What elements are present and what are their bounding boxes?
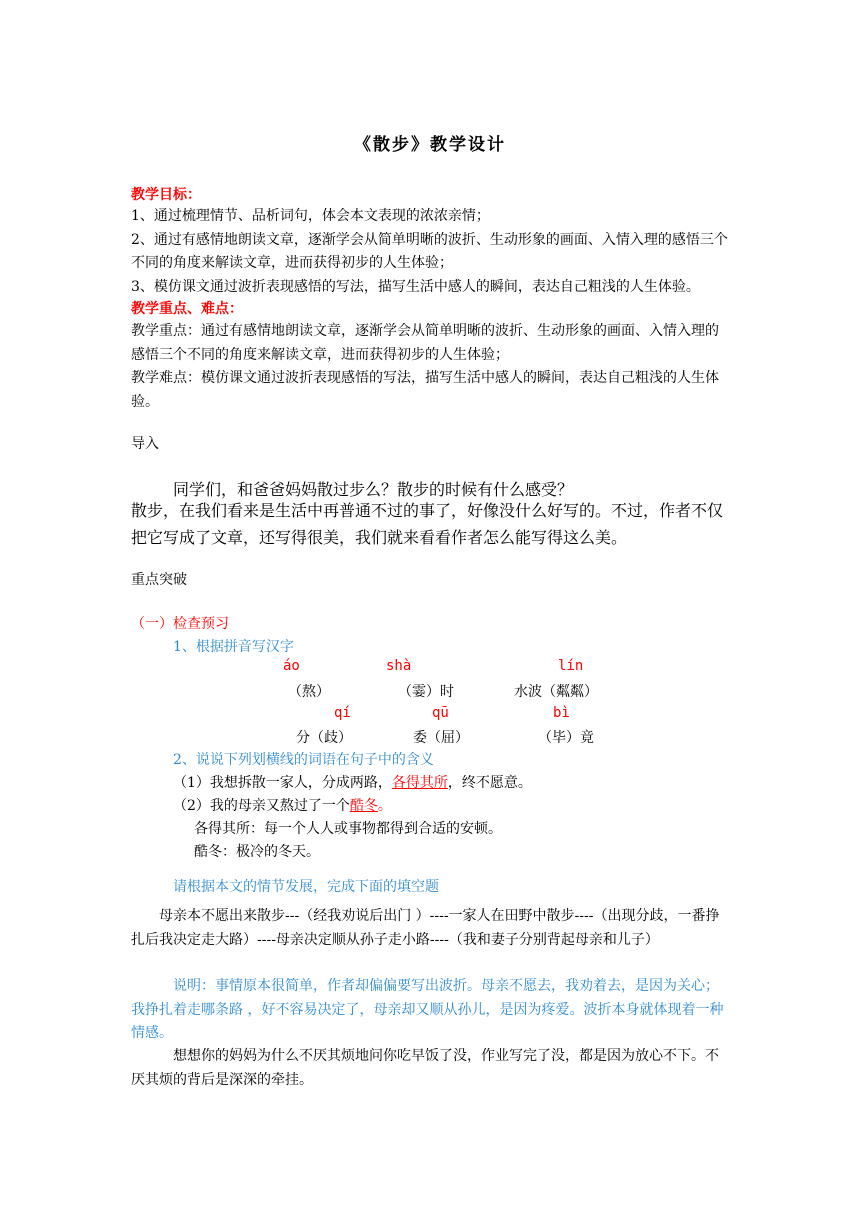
underlined-word-ku-dong: 酷冬 [349,798,378,814]
answer-bi: （毕）竟 [538,730,594,746]
plot-summary: 母亲本不愿出来散步---（经我劝说后出门 ）----一家人在田野中散步----（出现分歧，一番挣扎后我决定走大路）----母亲决定顺从孙子走小路----（我和妻子分别背起母亲和儿子） [131,908,720,948]
underlined-word-ge-de-qi-suo: 各得其所 [391,775,448,791]
key-points-heading: 教学重点、难点： [131,301,243,317]
sentence-2-suffix: 。 [377,798,392,814]
answer-qu: 委（屈） [413,730,469,746]
intro-paragraph: 散步，在我们看来是生活中再普通不过的事了，好像没什么好写的。不过，作者不仅把它写成了文章，还写得很美，我们就来看看作者怎么能写得这么美。 [131,501,724,547]
sentence-2-prefix: （2）我的母亲又熬过了一个 [173,798,350,814]
pinyin-ao: áo [283,658,300,674]
section-check-preview: （一）检查预习 [131,616,229,632]
definition-ge-de-qi-suo: 各得其所：每一个人人或事物都得到合适的安顿。 [194,821,502,837]
pinyin-lin: lín [558,658,584,674]
breakthrough-heading: 重点突破 [131,572,187,588]
answer-ao: （熬） [288,684,330,700]
intro-heading: 导入 [131,436,159,452]
answer-qi: 分（歧） [296,730,352,746]
answer-lin: 水波（粼粼） [514,684,598,700]
pinyin-qi: qí [334,705,351,721]
pinyin-sha: shà [386,658,412,674]
explanation: 说明：事情原本很简单，作者却偏偏要写出波折。母亲不愿去，我劝着去，是因为关心；我挣扎着走哪条路 ，好不容易决定了，母亲却又顺从孙儿，是因为疼爱。波折本身就体现着一种情感。 [131,978,724,1041]
objective-item: 1、通过梳理情节、品析词句，体会本文表现的浓浓亲情； [131,208,490,224]
task-pinyin-heading: 1、根据拼音写汉字 [173,639,294,655]
pinyin-bi: bì [553,705,570,721]
page-title: 《散步》教学设计 [354,135,506,155]
objectives-heading: 教学目标： [131,187,201,203]
objective-item: 3、模仿课文通过波折表现感悟的写法，描写生活中感人的瞬间，表达自己粗浅的人生体验。 [131,278,700,295]
key-points-body [131,320,731,414]
sentence-1-suffix: ，终不愿意。 [447,775,532,791]
sentence-1 [173,772,532,792]
answer-sha: （霎）时 [398,684,454,700]
sentence-2 [173,795,392,815]
intro-question: 同学们，和爸爸妈妈散过步么？散步的时候有什么感受？ [173,480,574,499]
objective-item: 2、通过有感情地朗读文章，逐渐学会从简单明晰的波折、生动形象的画面、入情入理的感悟三个不同的角度来解读文章，进而获得初步的人生体验； [131,231,728,271]
teaching-difficulty: 教学难点：模仿课文通过波折表现感悟的写法，描写生活中感人的瞬间，表达自己粗浅的人生体验。 [131,370,719,410]
pinyin-qu: qū [432,705,449,721]
definition-ku-dong: 酷冬：极冷的冬天。 [194,844,320,860]
objectives-list [131,205,731,299]
sentence-1-prefix: （1）我想拆散一家人，分成两路， [173,775,392,791]
fill-blank-prompt: 请根据本文的情节发展，完成下面的填空题 [173,879,439,895]
task-meaning-heading: 2、说说下列划横线的词语在句子中的含义 [173,752,434,768]
teaching-focus: 教学重点：通过有感情地朗读文章，逐渐学会从简单明晰的波折、生动形象的画面、入情入理的感悟三个不同的角度来解读文章，进而获得初步的人生体验； [131,323,719,363]
reflection: 想想你的妈妈为什么不厌其烦地问你吃早饭了没，作业写完了没，都是因为放心不下。不厌其烦的背后是深深的牵挂。 [131,1048,719,1088]
